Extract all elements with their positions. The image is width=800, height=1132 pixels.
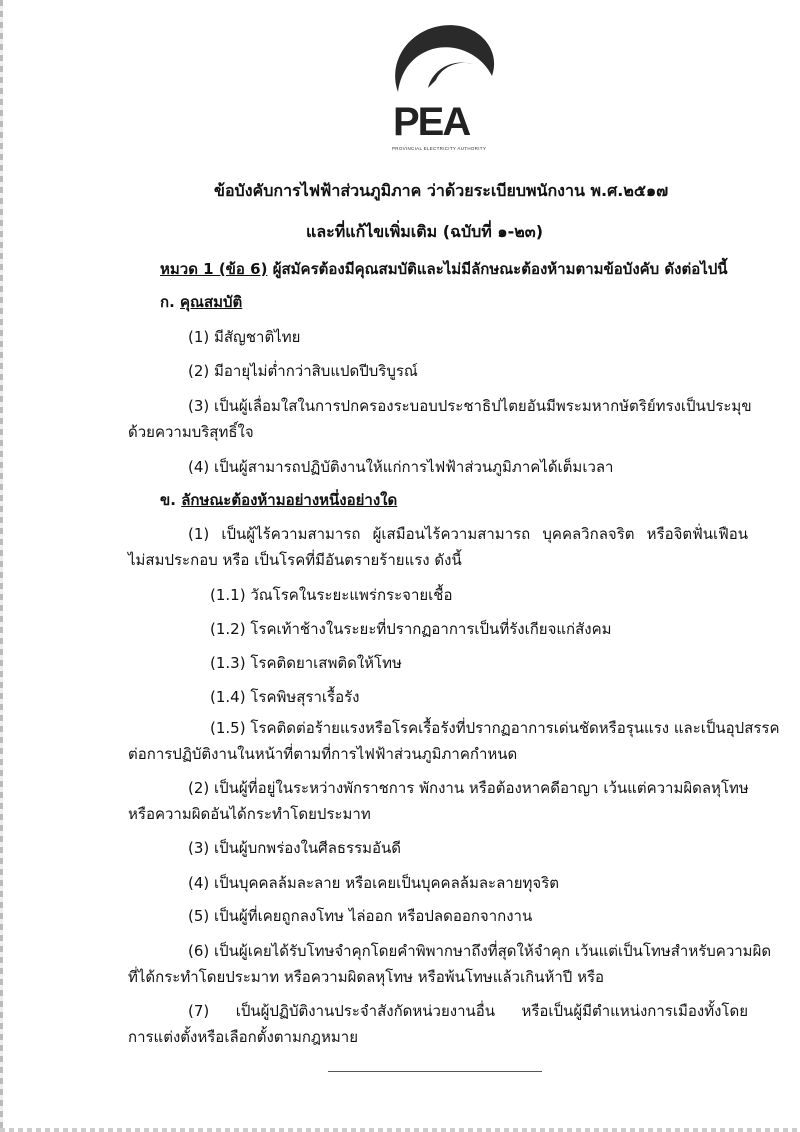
chapter-heading <box>160 259 728 279</box>
prohibition-item-continuation: หรือความผิดอันได้กระทำโดยประมาท <box>128 805 371 823</box>
section-a-title: คุณสมบัติ <box>180 293 243 311</box>
scan-edge-bottom <box>0 1128 800 1132</box>
section-a-prefix: ก. <box>160 293 175 311</box>
end-divider <box>328 1071 542 1072</box>
disease-item: (1.5) โรคติดต่อร้ายแรงหรือโรคเรื้อรังที่ปรากฏอาการเด่นชัดหรือรุนแรง และเป็นอุปสรรค <box>210 719 780 737</box>
logo-subtitle: PROVINCIAL ELECTRICITY AUTHORITY <box>392 146 487 151</box>
section-b-prefix: ข. <box>160 491 176 509</box>
document-title-line1: ข้อบังคับการไฟฟ้าส่วนภูมิภาค ว่าด้วยระเบียบพนักงาน พ.ศ.๒๕๑๗ <box>214 181 669 200</box>
chapter-label: หมวด 1 (ข้อ 6) <box>160 260 268 278</box>
disease-item: (1.2) โรคเท้าช้างในระยะที่ปรากฏอาการเป็นที่รังเกียจแก่สังคม <box>210 620 612 638</box>
prohibition-item: (5) เป็นผู้ที่เคยถูกลงโทษ ไล่ออก หรือปลดออกจากงาน <box>188 907 533 925</box>
qualification-item: (3) เป็นผู้เลื่อมใสในการปกครองระบอบประชาธิปไตยอันมีพระมหากษัตริย์ทรงเป็นประมุข <box>188 397 752 415</box>
chapter-text: ผู้สมัครต้องมีคุณสมบัติและไม่มีลักษณะต้องห้ามตามข้อบังคับ ดังต่อไปนี้ <box>272 260 728 278</box>
prohibition-item: (6) เป็นผู้เคยได้รับโทษจำคุกโดยคำพิพากษาถึงที่สุดให้จำคุก เว้นแต่เป็นโทษสำหรับความผิด <box>188 942 772 960</box>
qualification-item-continuation: ด้วยความบริสุทธิ์ใจ <box>128 423 254 441</box>
prohibition-item-continuation: ไม่สมประกอบ หรือ เป็นโรคที่มีอันตรายร้ายแรง ดังนี้ <box>128 551 462 569</box>
prohibition-item: (2) เป็นผู้ที่อยู่ในระหว่างพักราชการ พักงาน หรือต้องหาคดีอาญา เว้นแต่ความผิดลหุโทษ <box>188 779 749 797</box>
section-b-title: ลักษณะต้องห้ามอย่างหนึ่งอย่างใด <box>181 491 398 509</box>
logo-wordmark: PEA <box>393 100 470 144</box>
prohibition-item: (7) เป็นผู้ปฏิบัติงานประจำสังกัดหน่วยงานอื่น หรือเป็นผู้มีตำแหน่งการเมืองทั้งโดย <box>188 1002 748 1020</box>
section-a-heading <box>160 292 242 312</box>
qualification-item: (2) มีอายุไม่ต่ำกว่าสิบแปดปีบริบูรณ์ <box>188 362 418 380</box>
disease-item: (1.1) วัณโรคในระยะแพร่กระจายเชื้อ <box>210 586 453 604</box>
document-title-line2: และที่แก้ไขเพิ่มเติม (ฉบับที่ ๑-๒๓) <box>306 222 544 241</box>
prohibition-item-continuation: ที่ได้กระทำโดยประมาท หรือความผิดลหุโทษ หรือพ้นโทษแล้วเกินห้าปี หรือ <box>128 968 605 986</box>
qualification-item: (4) เป็นผู้สามารถปฏิบัติงานให้แก่การไฟฟ้าส่วนภูมิภาคได้เต็มเวลา <box>188 458 614 476</box>
disease-item: (1.3) โรคติดยาเสพติดให้โทษ <box>210 654 402 672</box>
scan-edge-left <box>0 0 3 1132</box>
disease-item: (1.4) โรคพิษสุราเรื้อรัง <box>210 688 360 706</box>
prohibition-item-continuation: การแต่งตั้งหรือเลือกตั้งตามกฎหมาย <box>128 1028 358 1046</box>
prohibition-item: (3) เป็นผู้บกพร่องในศีลธรรมอันดี <box>188 839 402 857</box>
prohibition-item: (1) เป็นผู้ไร้ความสามารถ ผู้เสมือนไร้ความสามารถ บุคคลวิกลจริต หรือจิตฟั่นเฟือน <box>188 525 748 543</box>
qualification-item: (1) มีสัญชาติไทย <box>188 328 301 346</box>
prohibition-item: (4) เป็นบุคคลล้มละลาย หรือเคยเป็นบุคคลล้มละลายทุจริต <box>188 874 559 892</box>
section-b-heading <box>160 490 397 510</box>
disease-item-continuation: ต่อการปฏิบัติงานในหน้าที่ตามที่การไฟฟ้าส่วนภูมิภาคกำหนด <box>128 745 518 763</box>
